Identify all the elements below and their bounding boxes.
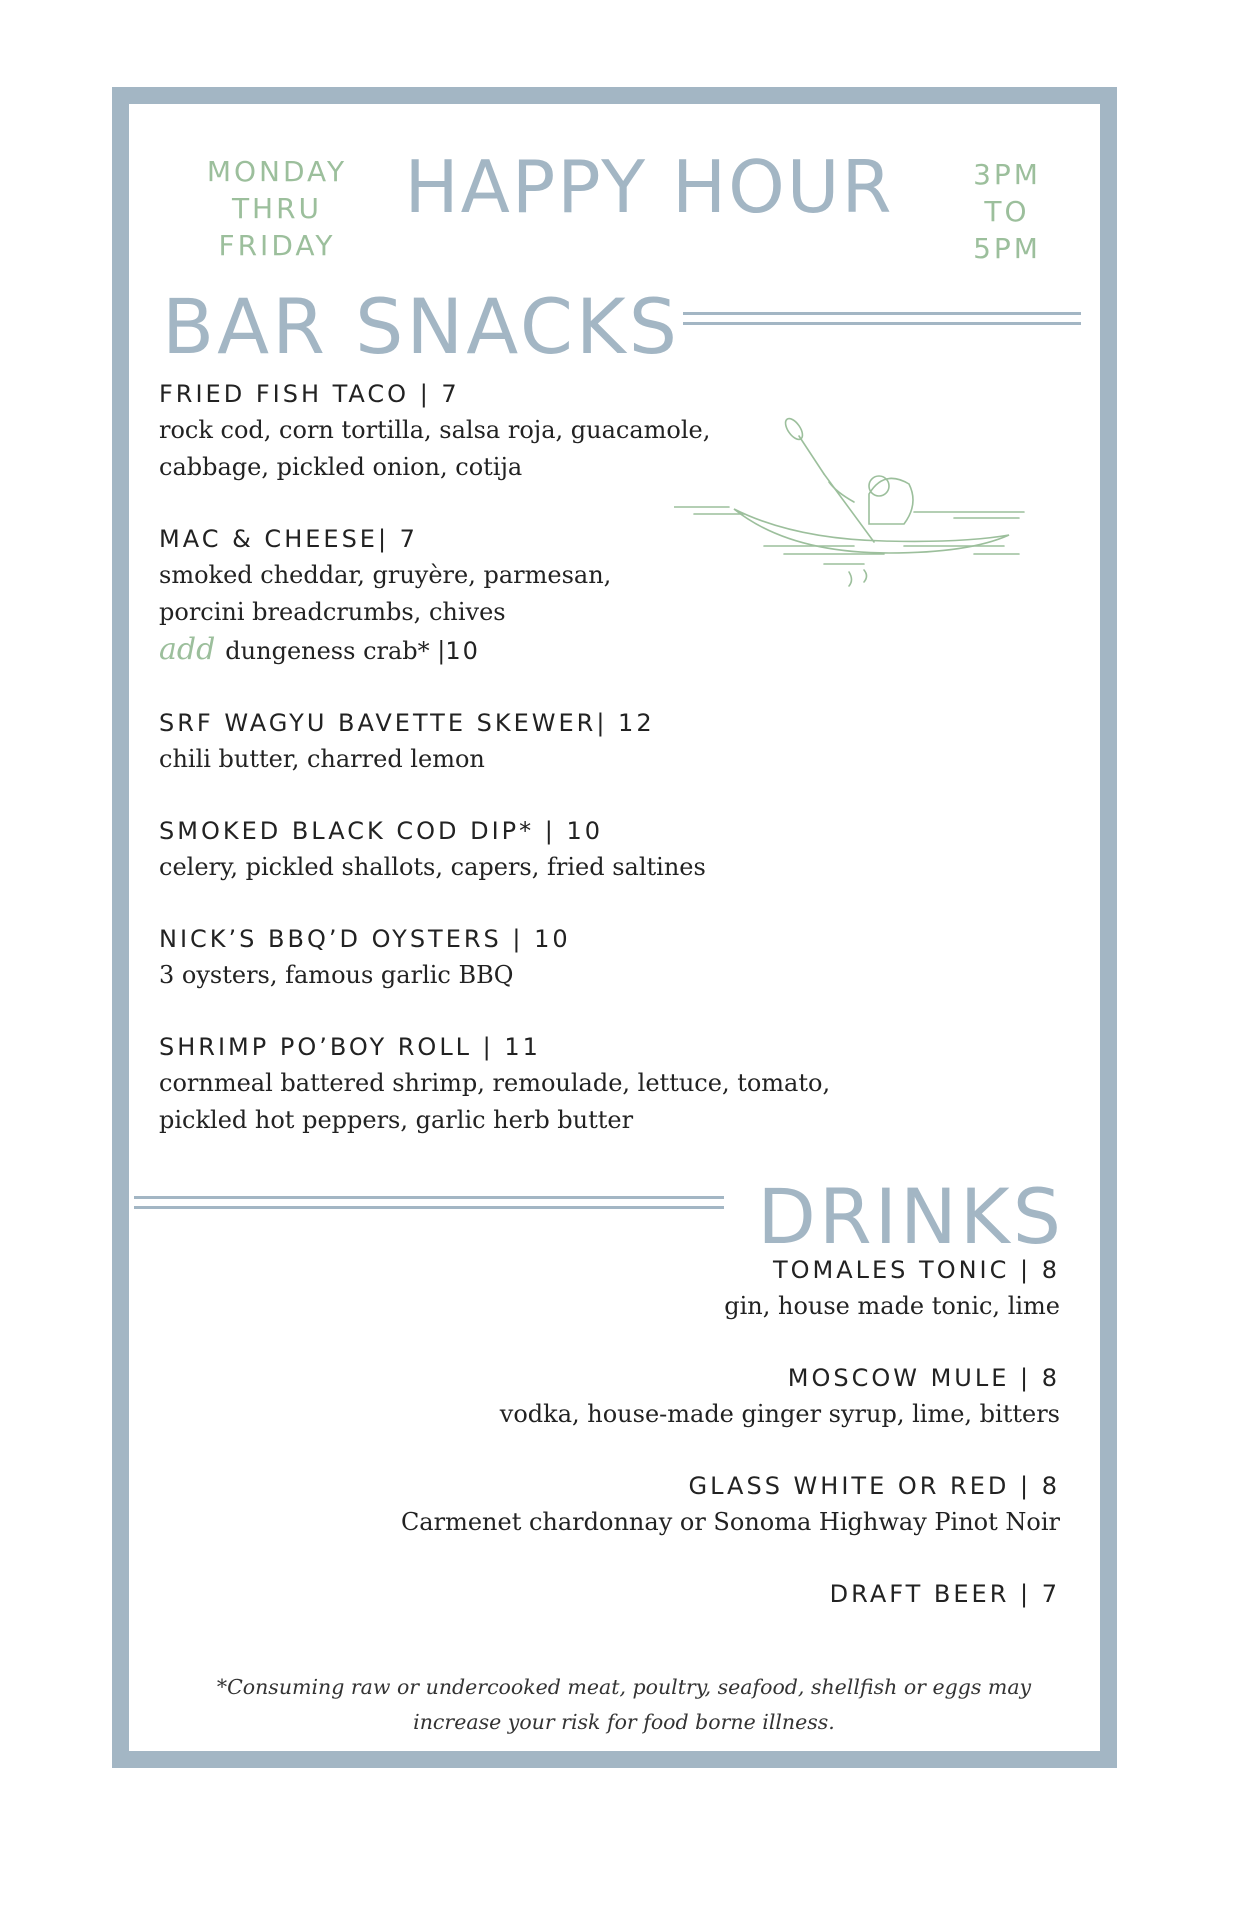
happy-hour-title: HAPPY HOUR xyxy=(404,145,894,229)
menu-item xyxy=(159,376,919,486)
item-description: pickled hot peppers, garlic herb butter xyxy=(159,1106,634,1134)
item-description: cornmeal battered shrimp, remoulade, lettuce, tomato, xyxy=(159,1069,831,1097)
item-description: smoked cheddar, gruyère, parmesan, xyxy=(159,561,612,589)
hours-label: 3PM TO 5PM xyxy=(973,158,1041,265)
drink-name: MOSCOW MULE | 8 xyxy=(787,1364,1060,1392)
drink-name: GLASS WHITE OR RED | 8 xyxy=(688,1472,1060,1500)
item-description: 3 oysters, famous garlic BBQ xyxy=(159,961,514,989)
menu-item xyxy=(159,705,919,778)
drink-item xyxy=(260,1576,1060,1612)
bar-snacks-title: BAR SNACKS xyxy=(162,282,680,371)
drink-name: TOMALES TONIC | 8 xyxy=(772,1256,1060,1284)
disclaimer-line: increase your risk for food borne illness. xyxy=(413,1710,835,1734)
item-name: SMOKED BLACK COD DIP* | 10 xyxy=(159,817,604,845)
divider-rule xyxy=(683,312,1081,325)
menu-frame xyxy=(112,87,1117,1768)
item-name: SRF WAGYU BAVETTE SKEWER| 12 xyxy=(159,709,655,737)
disclaimer-line: *Consuming raw or undercooked meat, poultry, seafood, shellfish or eggs may xyxy=(216,1675,1032,1699)
drink-item xyxy=(260,1360,1060,1433)
item-name: FRIED FISH TACO | 7 xyxy=(159,380,460,408)
drink-description: vodka, house-made ginger syrup, lime, bitters xyxy=(499,1400,1060,1428)
item-description: celery, pickled shallots, capers, fried saltines xyxy=(159,853,706,881)
drink-item xyxy=(260,1468,1060,1541)
menu-item xyxy=(159,813,919,886)
item-name: NICK’S BBQ’D OYSTERS | 10 xyxy=(159,925,571,953)
drink-description: Carmenet chardonnay or Sonoma Highway Pinot Noir xyxy=(400,1508,1060,1536)
health-disclaimer xyxy=(169,1670,1079,1740)
addon-line xyxy=(159,631,919,670)
drinks-list xyxy=(260,1252,1060,1647)
drink-name: DRAFT BEER | 7 xyxy=(829,1580,1060,1608)
drink-description: gin, house made tonic, lime xyxy=(724,1292,1060,1320)
menu-item xyxy=(159,521,919,670)
addon-price: 10 xyxy=(445,637,480,665)
item-description: rock cod, corn tortilla, salsa roja, guacamole, xyxy=(159,416,711,444)
item-description: porcini breadcrumbs, chives xyxy=(159,598,506,626)
bar-snacks-list xyxy=(159,376,919,1174)
item-description: cabbage, pickled onion, cotija xyxy=(159,453,523,481)
addon-text: dungeness crab* | xyxy=(225,637,446,665)
drinks-title: DRINKS xyxy=(757,1172,1064,1261)
item-name: MAC & CHEESE| 7 xyxy=(159,525,418,553)
menu-item xyxy=(159,921,919,994)
menu-item xyxy=(159,1029,919,1139)
drink-item xyxy=(260,1252,1060,1325)
divider-rule xyxy=(134,1196,724,1209)
addon-script-label: add xyxy=(159,632,216,667)
item-name: SHRIMP PO’BOY ROLL | 11 xyxy=(159,1033,541,1061)
item-description: chili butter, charred lemon xyxy=(159,745,485,773)
days-label: MONDAY THRU FRIDAY xyxy=(206,155,348,262)
